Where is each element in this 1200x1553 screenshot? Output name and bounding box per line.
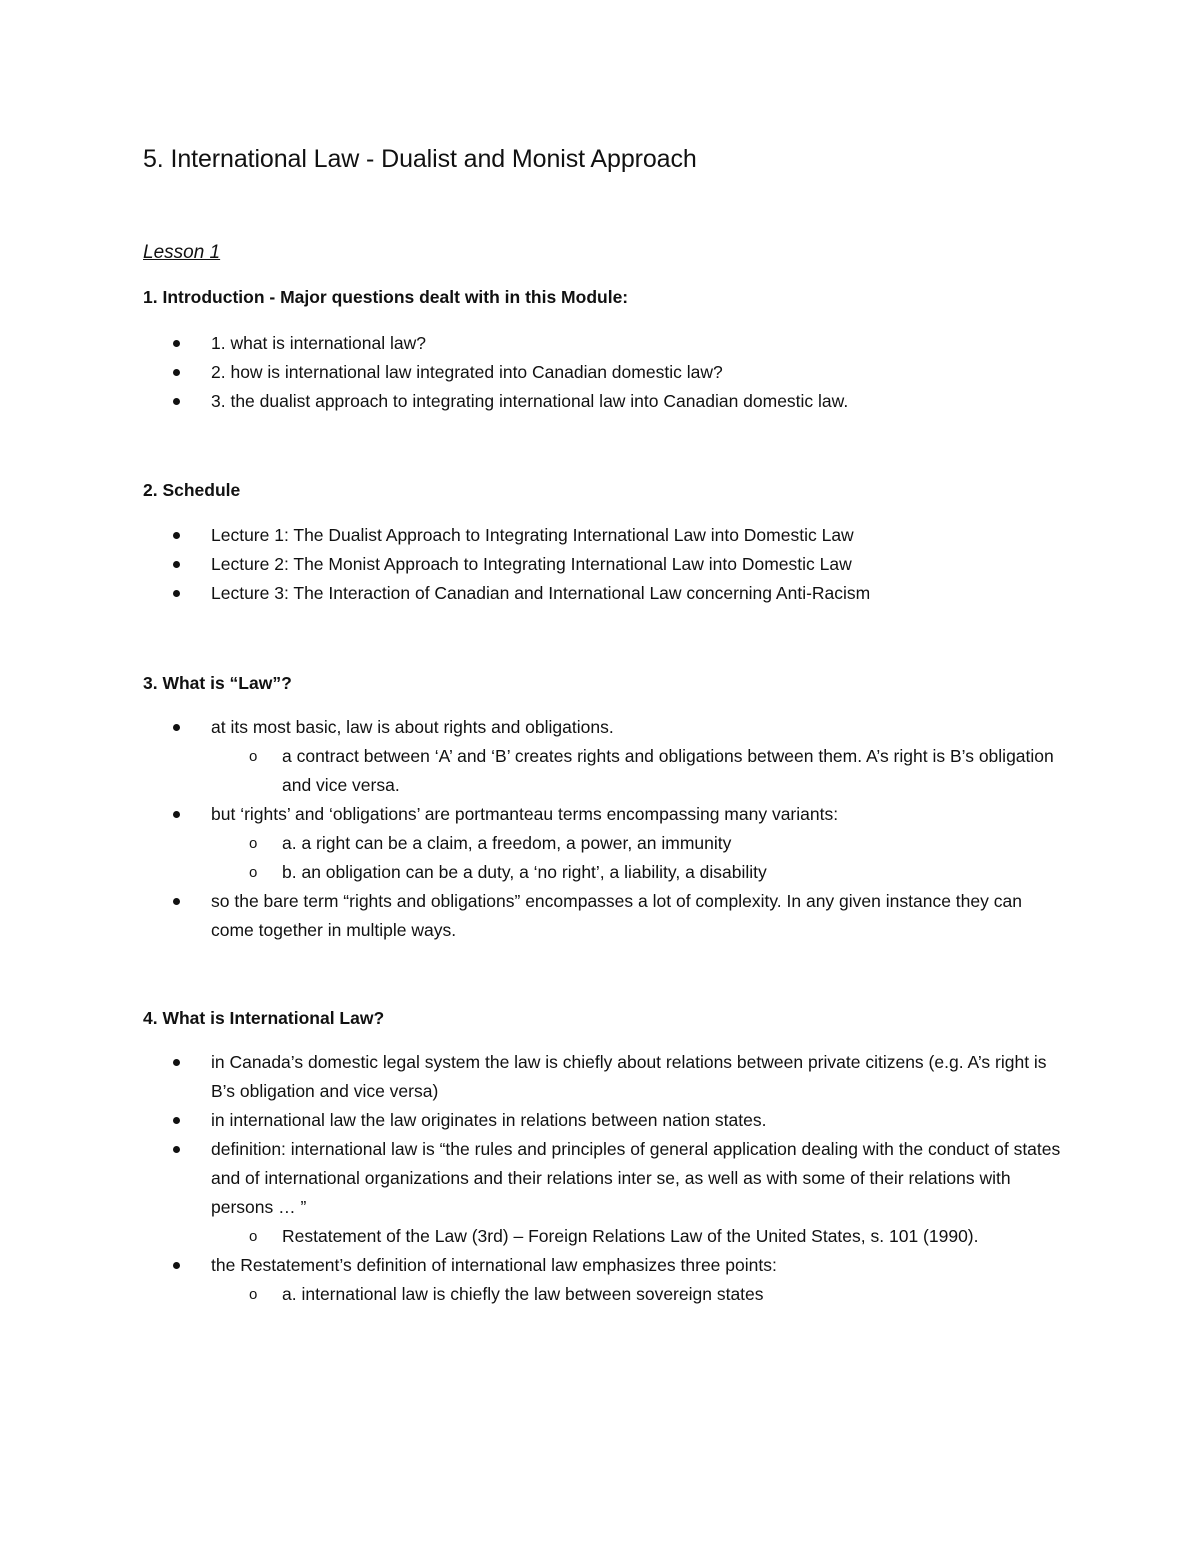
list-item [143, 579, 1063, 608]
list-item [143, 550, 1063, 579]
sub-list-item-text: b. an obligation can be a duty, a ‘no right’, a liability, a disability [282, 862, 767, 882]
list-item [143, 887, 1063, 945]
page-title: 5. International Law - Dualist and Monist Approach [143, 145, 697, 173]
bullet-icon [173, 1146, 180, 1153]
list-item-text: Lecture 3: The Interaction of Canadian and International Law concerning Anti-Racism [211, 583, 871, 603]
circle-bullet-icon: o [249, 748, 258, 765]
bullet-icon [173, 1059, 180, 1066]
sub-list [211, 1280, 1063, 1309]
list-item-text: at its most basic, law is about rights and obligations. [211, 717, 614, 737]
list-item [143, 358, 1063, 387]
sub-list [211, 742, 1063, 800]
list-item-text: 2. how is international law integrated into Canadian domestic law? [211, 362, 723, 382]
bullet-icon [173, 1262, 180, 1269]
bullet-icon [173, 398, 180, 405]
list-item-text: in international law the law originates in relations between nation states. [211, 1110, 767, 1130]
list-item [143, 713, 1063, 800]
list-item-text: but ‘rights’ and ‘obligations’ are portmanteau terms encompassing many variants: [211, 804, 839, 824]
sub-list-item-text: a contract between ‘A’ and ‘B’ creates rights and obligations between them. A’s right is B’s obligation and vice versa. [282, 746, 1054, 795]
circle-bullet-icon: o [249, 1286, 258, 1303]
sub-list-item [211, 1280, 1063, 1309]
section-heading-what-is-law: 3. What is “Law”? [143, 673, 292, 693]
list-item [143, 387, 1063, 416]
bullet-icon [173, 1117, 180, 1124]
what-is-law-list [143, 713, 1063, 945]
international-law-list [143, 1048, 1063, 1309]
bullet-icon [173, 898, 180, 905]
list-item-text: Lecture 2: The Monist Approach to Integrating International Law into Domestic Law [211, 554, 852, 574]
list-item-text: the Restatement’s definition of international law emphasizes three points: [211, 1255, 777, 1275]
sub-list-item-text: Restatement of the Law (3rd) – Foreign Relations Law of the United States, s. 101 (1990). [282, 1226, 979, 1246]
lesson-label: Lesson 1 [143, 242, 221, 263]
sub-list-item [211, 742, 1063, 800]
list-item-text: 3. the dualist approach to integrating international law into Canadian domestic law. [211, 391, 849, 411]
sub-list-item [211, 829, 1063, 858]
list-item [143, 329, 1063, 358]
list-item-text: definition: international law is “the rules and principles of general application dealing with the conduct of states and of international organizations and their relations inter se, as well as with some of their relations with persons … ” [211, 1139, 1061, 1217]
bullet-icon [173, 369, 180, 376]
bullet-icon [173, 724, 180, 731]
list-item-text: so the bare term “rights and obligations” encompasses a lot of complexity. In any given instance they can come together in multiple ways. [211, 891, 1022, 940]
list-item-text: 1. what is international law? [211, 333, 426, 353]
sub-list-item-text: a. international law is chiefly the law between sovereign states [282, 1284, 764, 1304]
sub-list [211, 829, 1063, 887]
list-item [143, 1048, 1063, 1106]
bullet-icon [173, 532, 180, 539]
introduction-list [143, 329, 1063, 416]
schedule-list [143, 521, 1063, 608]
list-item [143, 521, 1063, 550]
sub-list-item [211, 1222, 1063, 1251]
circle-bullet-icon: o [249, 835, 258, 852]
section-heading-schedule: 2. Schedule [143, 480, 241, 500]
circle-bullet-icon: o [249, 1228, 258, 1245]
list-item [143, 1106, 1063, 1135]
bullet-icon [173, 590, 180, 597]
section-heading-what-is-international-law: 4. What is International Law? [143, 1008, 385, 1028]
list-item-text: in Canada’s domestic legal system the law is chiefly about relations between private citizens (e.g. A’s right is B’s obligation and vice versa) [211, 1052, 1047, 1101]
sub-list [211, 1222, 1063, 1251]
sub-list-item-text: a. a right can be a claim, a freedom, a power, an immunity [282, 833, 732, 853]
bullet-icon [173, 561, 180, 568]
list-item [143, 800, 1063, 887]
bullet-icon [173, 811, 180, 818]
section-heading-introduction: 1. Introduction - Major questions dealt with in this Module: [143, 287, 629, 307]
bullet-icon [173, 340, 180, 347]
sub-list-item [211, 858, 1063, 887]
circle-bullet-icon: o [249, 864, 258, 881]
list-item [143, 1135, 1063, 1251]
list-item [143, 1251, 1063, 1309]
list-item-text: Lecture 1: The Dualist Approach to Integrating International Law into Domestic Law [211, 525, 854, 545]
